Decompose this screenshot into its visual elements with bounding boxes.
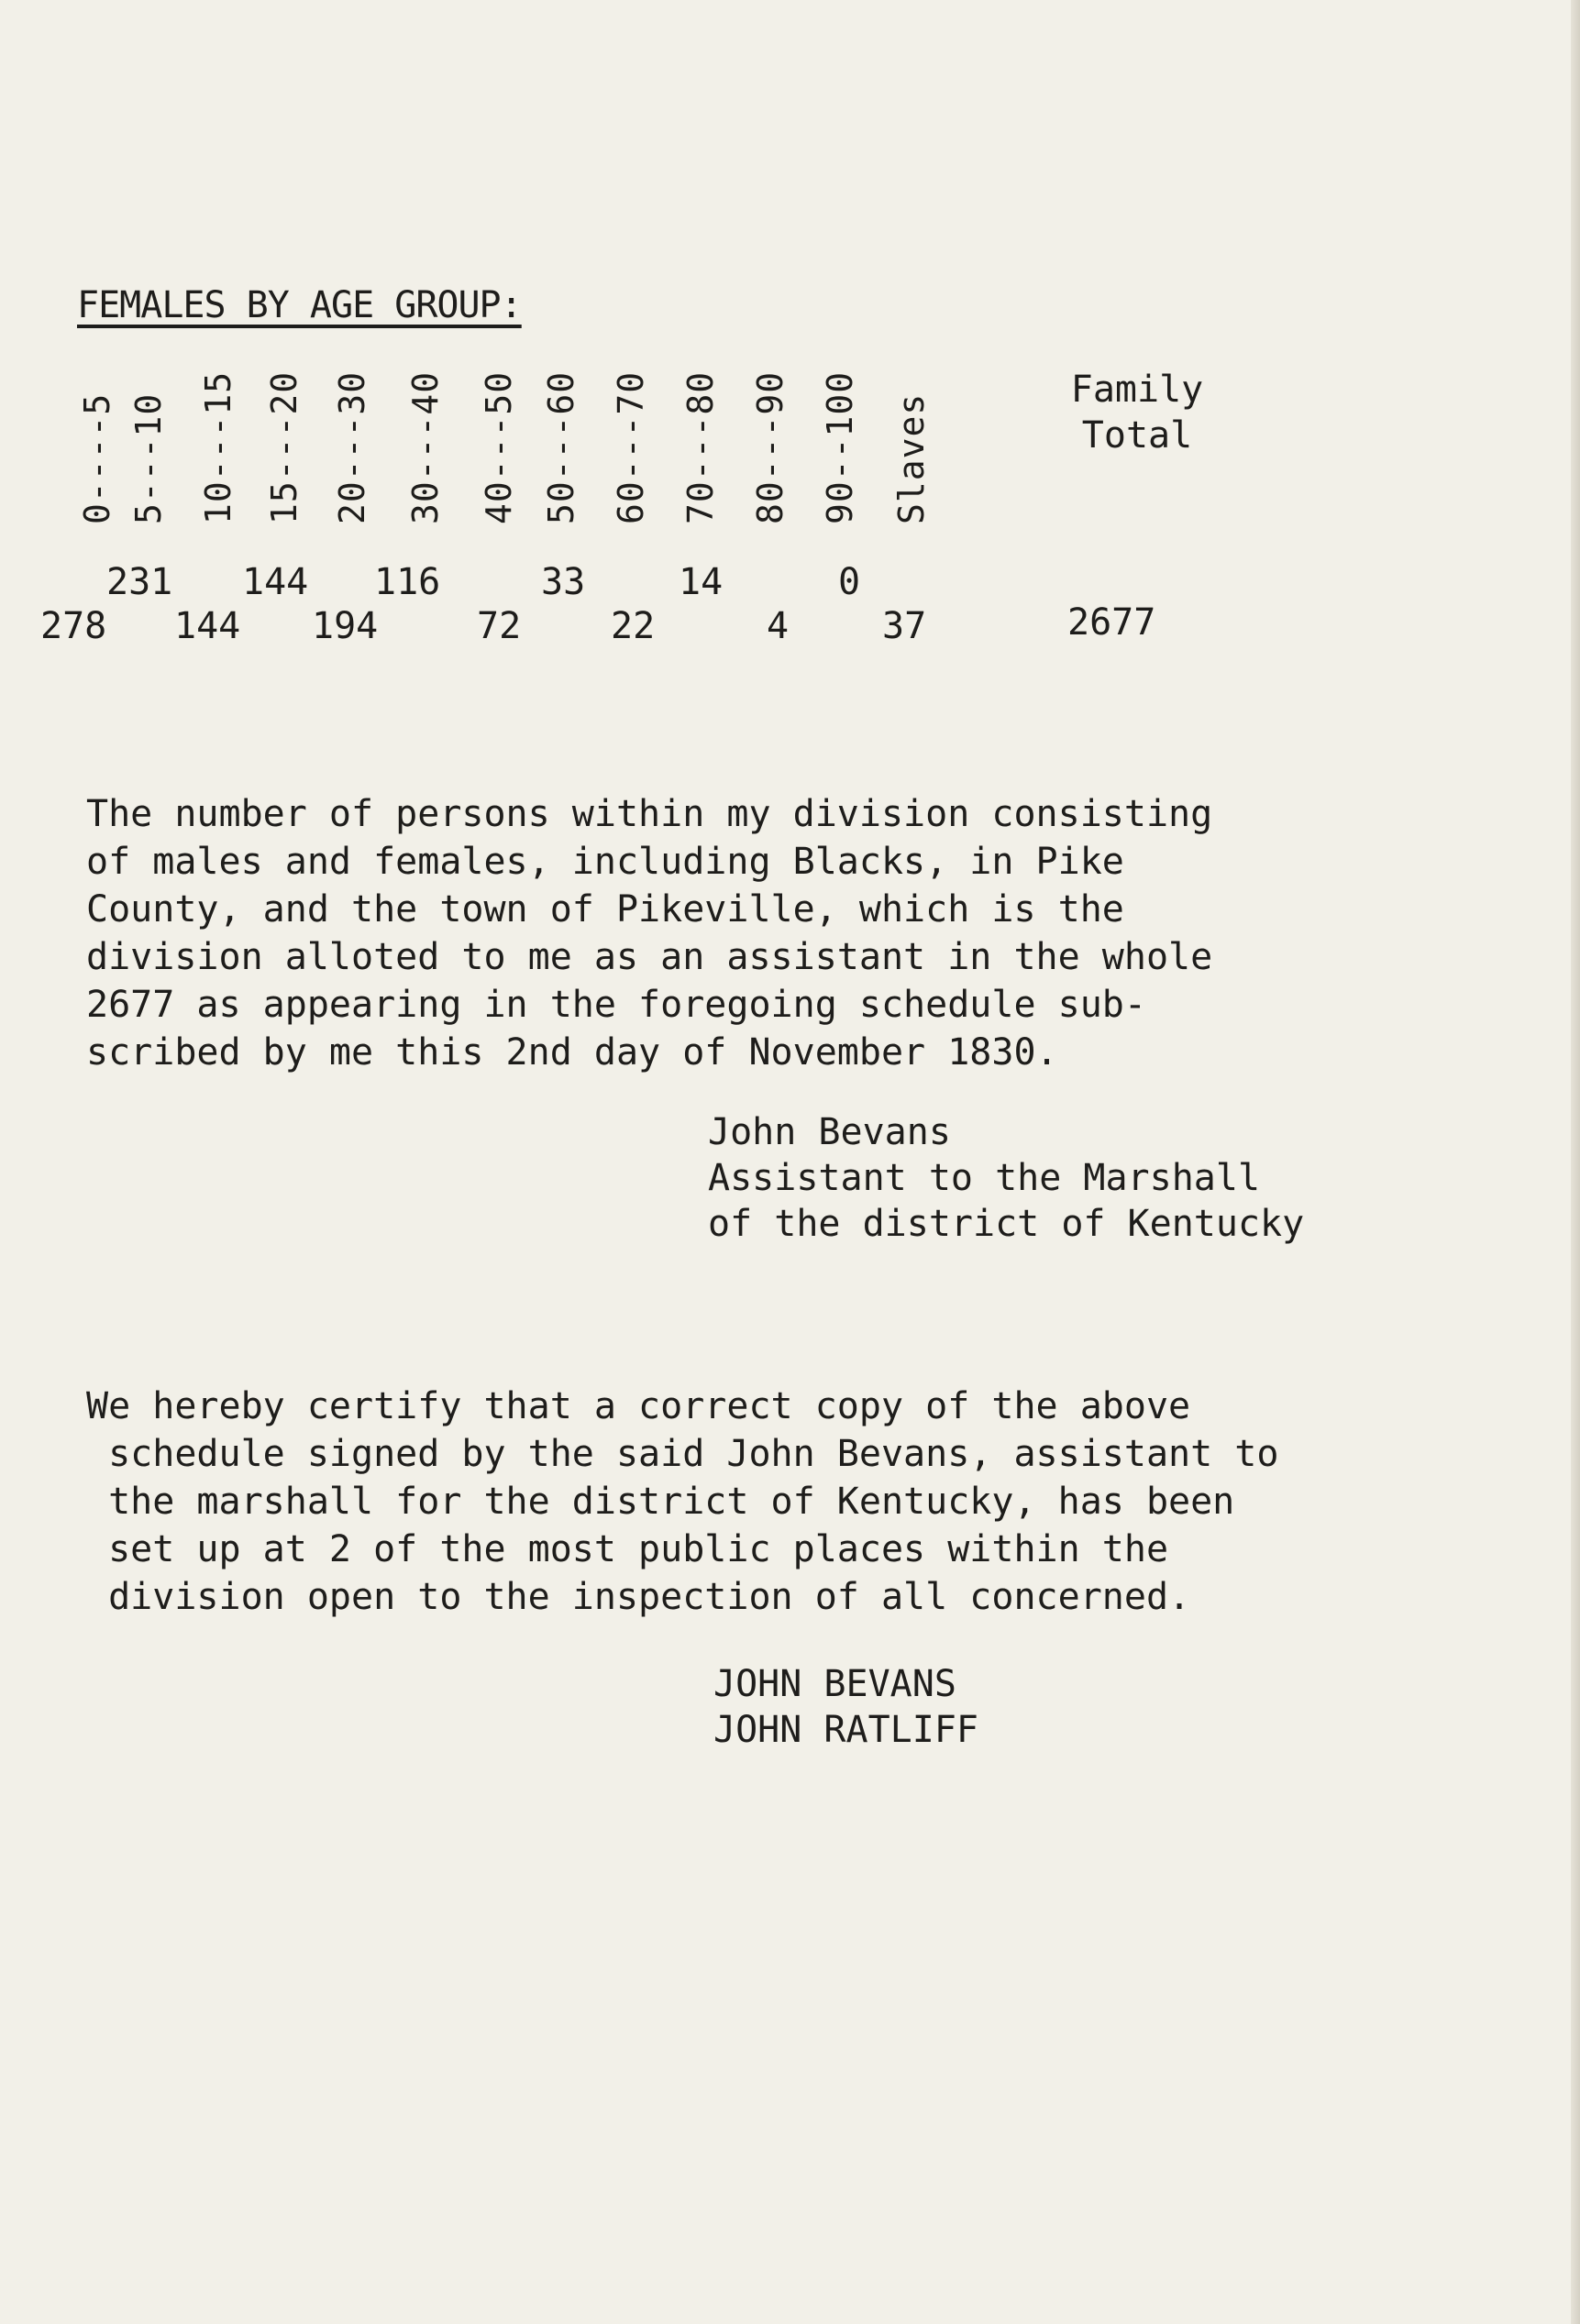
age-label-15-20: 15---20 bbox=[264, 370, 304, 524]
value-90-100: 0 bbox=[838, 561, 861, 603]
statement-line: County, and the town of Pikeville, which is the bbox=[86, 888, 1124, 931]
signature-line: Assistant to the Marshall bbox=[708, 1157, 1261, 1199]
age-label-60-70: 60---70 bbox=[611, 370, 651, 524]
age-label-slaves: Slaves bbox=[891, 392, 932, 524]
certifier-names bbox=[713, 1661, 978, 1753]
age-label-90-100: 90--100 bbox=[820, 370, 860, 524]
age-label-20-30: 20---30 bbox=[332, 370, 372, 524]
value-30-40: 116 bbox=[374, 561, 441, 603]
age-label-80-90: 80---90 bbox=[750, 370, 790, 524]
division-statement bbox=[86, 790, 1212, 1076]
signature-line: of the district of Kentucky bbox=[708, 1203, 1305, 1245]
certification-statement bbox=[86, 1382, 1278, 1621]
family-total-label-line1: Family bbox=[1070, 369, 1204, 411]
value-15-20: 144 bbox=[242, 561, 309, 603]
certification-line: set up at 2 of the most public places within the bbox=[86, 1528, 1169, 1570]
value-50-60: 33 bbox=[541, 561, 586, 603]
age-label-10-15: 10---15 bbox=[198, 370, 238, 524]
signature-line: John Bevans bbox=[708, 1111, 951, 1153]
page-edge bbox=[1571, 0, 1580, 2324]
statement-line: 2677 as appearing in the foregoing schedule sub- bbox=[86, 984, 1146, 1026]
statement-line: of males and females, including Blacks, in Pike bbox=[86, 841, 1124, 883]
value-60-70: 22 bbox=[611, 605, 656, 647]
age-label-30-40: 30---40 bbox=[405, 370, 446, 524]
age-label-5-10: 5---10 bbox=[128, 392, 169, 524]
value-40-50: 72 bbox=[477, 605, 522, 647]
section-heading: FEMALES BY AGE GROUP: bbox=[77, 284, 522, 326]
family-total-header bbox=[1045, 367, 1229, 458]
age-label-70-80: 70---80 bbox=[680, 370, 721, 524]
value-slaves: 37 bbox=[882, 605, 927, 647]
assistant-signature-block bbox=[708, 1109, 1304, 1247]
value-5-10: 231 bbox=[106, 561, 173, 603]
value-0-5: 278 bbox=[40, 605, 107, 647]
certification-line: division open to the inspection of all concerned. bbox=[86, 1576, 1191, 1618]
statement-line: The number of persons within my division consisting bbox=[86, 793, 1213, 835]
age-label-50-60: 50---60 bbox=[541, 370, 581, 524]
certification-line: We hereby certify that a correct copy of the above bbox=[86, 1385, 1191, 1427]
value-10-15: 144 bbox=[174, 605, 241, 647]
certifier-name: JOHN RATLIFF bbox=[713, 1709, 978, 1751]
value-20-30: 194 bbox=[312, 605, 379, 647]
certification-line: the marshall for the district of Kentucky, has been bbox=[86, 1481, 1235, 1523]
age-label-0-5: 0----5 bbox=[77, 392, 117, 524]
value-family-total: 2677 bbox=[1067, 601, 1156, 644]
value-80-90: 4 bbox=[767, 605, 790, 647]
statement-line: scribed by me this 2nd day of November 1830. bbox=[86, 1031, 1058, 1074]
value-70-80: 14 bbox=[679, 561, 724, 603]
age-label-40-50: 40---50 bbox=[479, 370, 519, 524]
statement-line: division alloted to me as an assistant in the whole bbox=[86, 936, 1213, 978]
family-total-label-line2: Total bbox=[1081, 414, 1193, 457]
certification-line: schedule signed by the said John Bevans, assistant to bbox=[86, 1433, 1279, 1475]
certifier-name: JOHN BEVANS bbox=[713, 1663, 956, 1705]
